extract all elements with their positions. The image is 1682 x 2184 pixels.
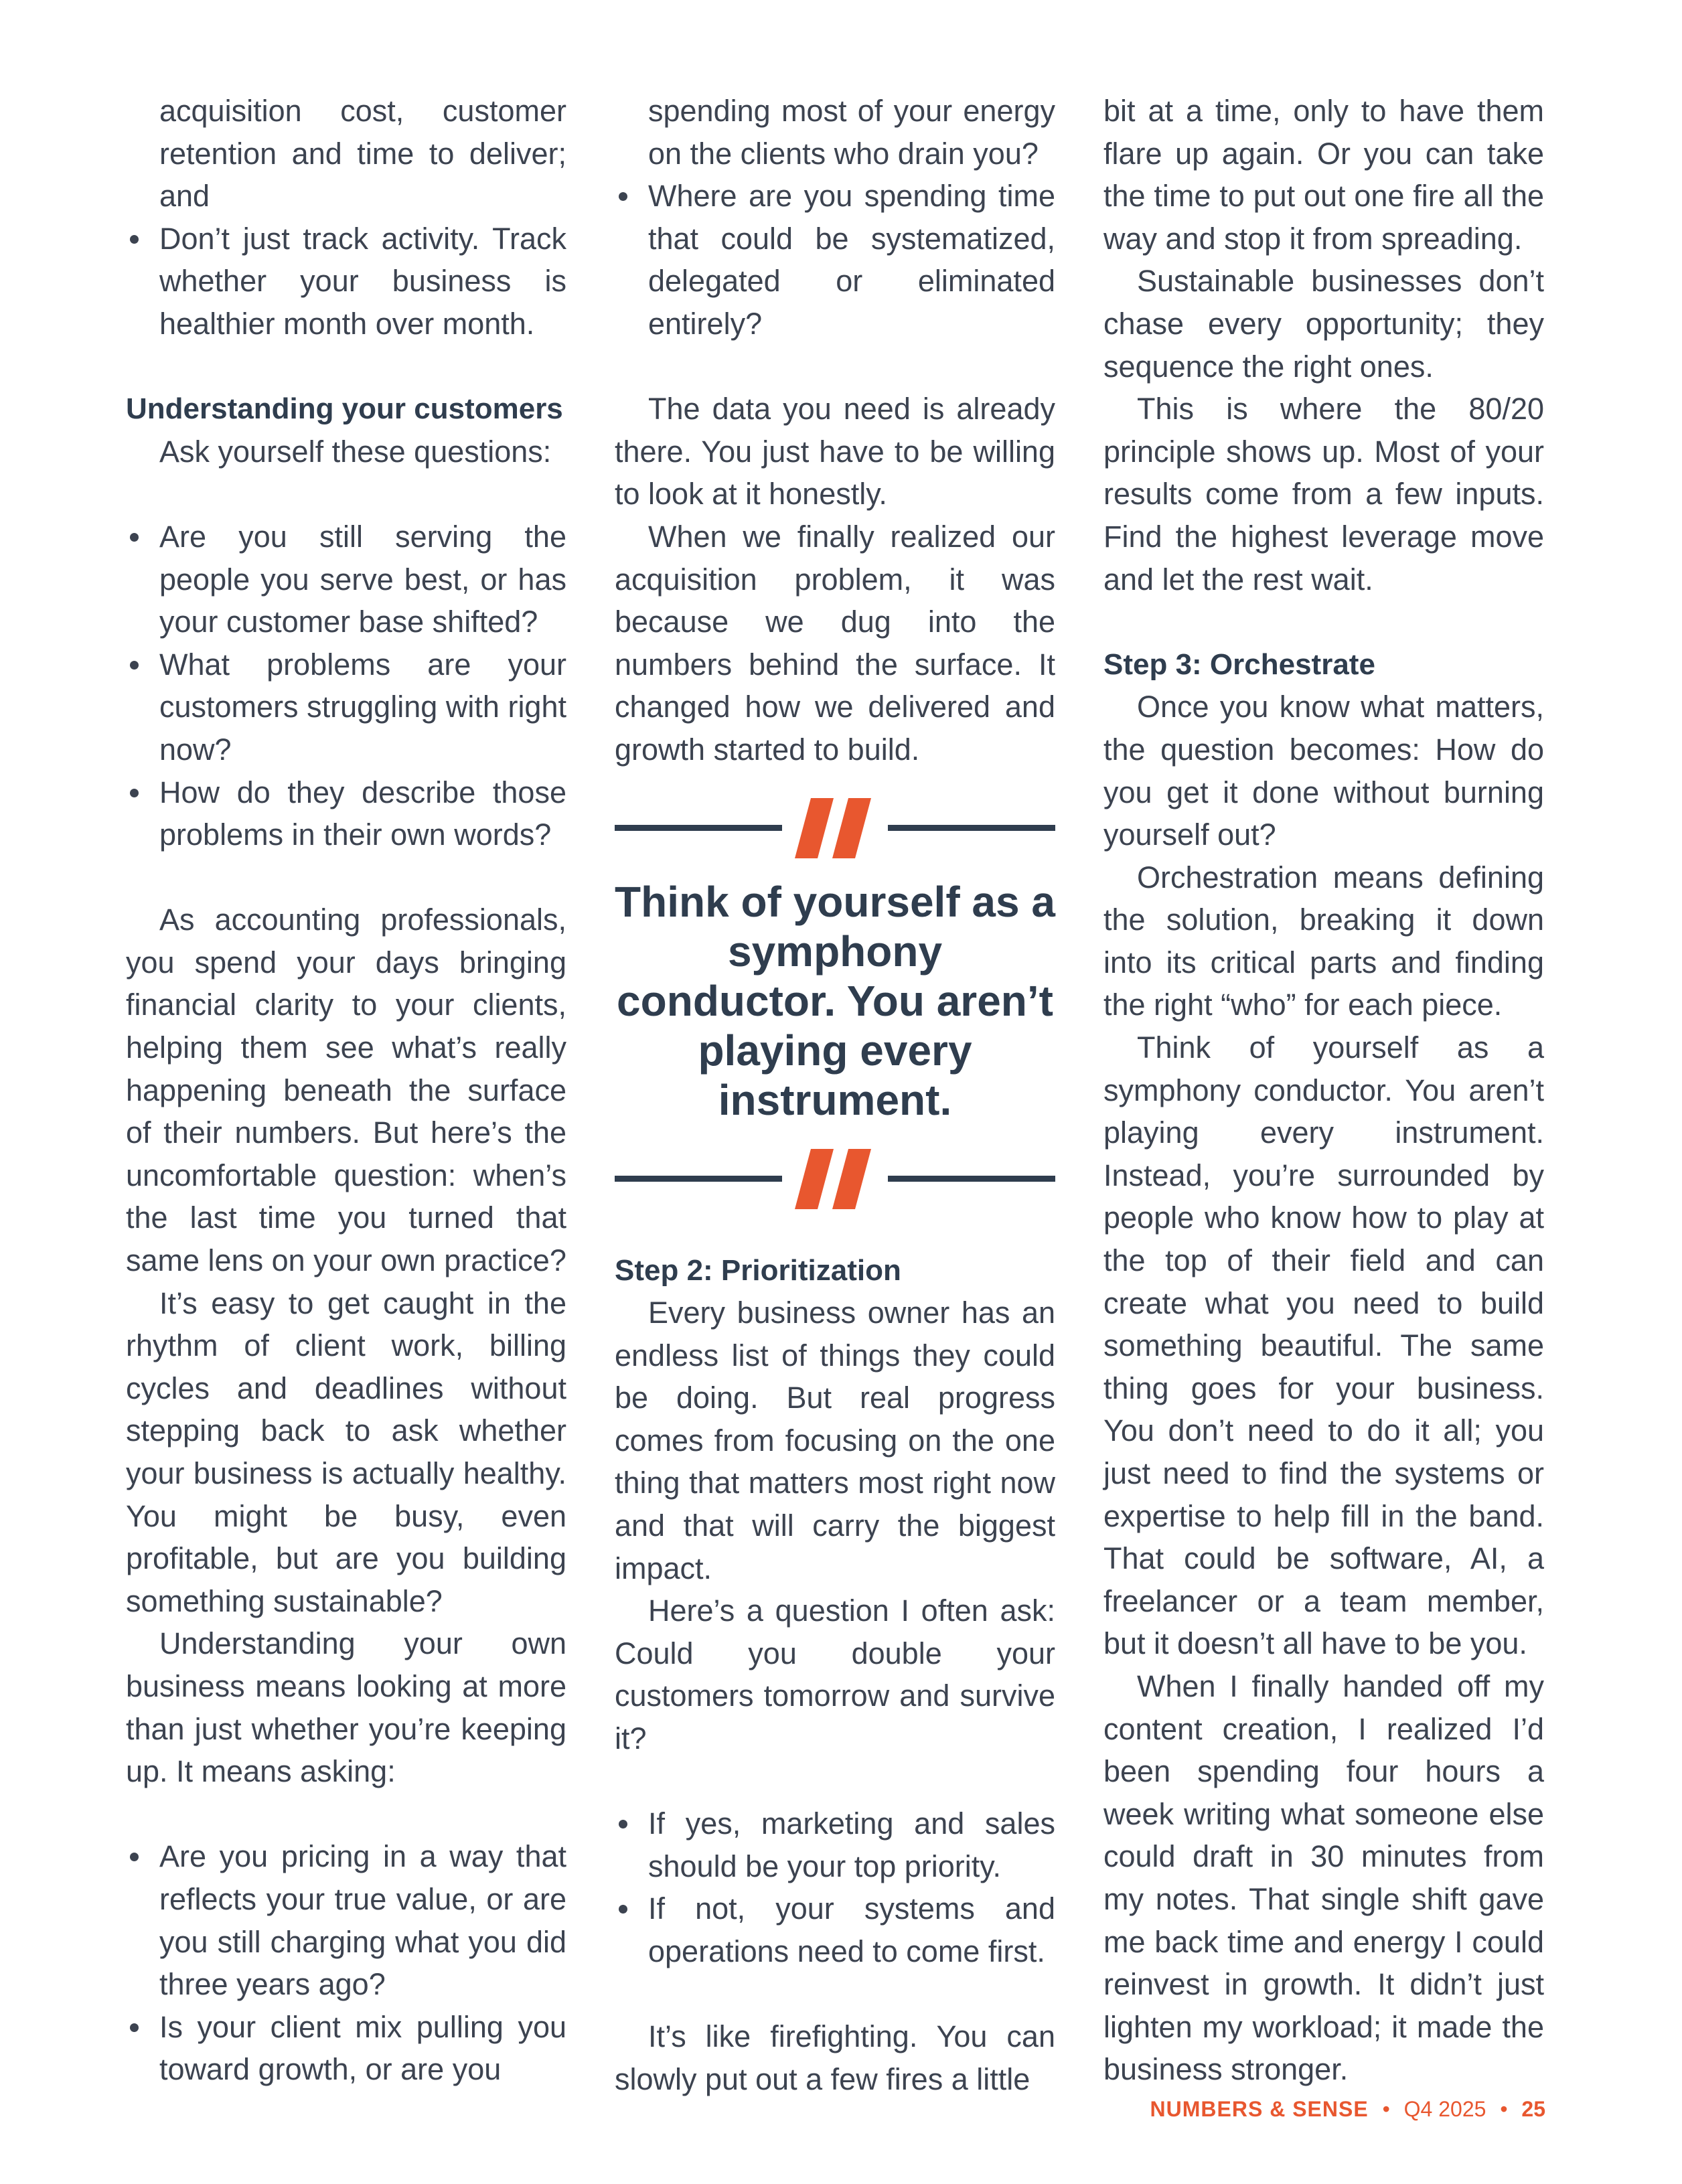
customer-questions-list	[126, 516, 566, 856]
paragraph: When we finally realized our acquisition problem, it was because we dug into the numbers behind the surface. It changed how we delivered and growth started to build.	[615, 519, 1055, 767]
list-item: Where are you spending time that could be systematized, delegated or eliminated entirely?	[615, 175, 1055, 345]
pull-quote-text: Think of yourself as a symphony conductor. You aren’t playing every instrument.	[615, 877, 1055, 1124]
divider	[888, 1176, 1055, 1182]
page-footer	[1150, 2096, 1545, 2122]
pull-quote-top-rule	[615, 798, 1055, 858]
paragraph: It’s like firefighting. You can slowly put out a few fires a little	[615, 2019, 1055, 2096]
section-heading-prioritization: Step 2: Prioritization	[615, 1253, 901, 1287]
paragraph: Here’s a question I often ask: Could you double your customers tomorrow and survive it?	[615, 1593, 1055, 1756]
separator-dot: •	[1500, 2097, 1508, 2121]
continued-fragment: acquisition cost, customer retention and time to deliver; and	[159, 94, 566, 214]
quote-mark-icon	[795, 1149, 875, 1209]
divider	[615, 825, 782, 831]
list-item: If yes, marketing and sales should be your top priority.	[615, 1802, 1055, 1887]
paragraph: Understanding your own business means looking at more than just whether you’re keeping up. It means asking:	[126, 1626, 566, 1789]
separator-dot: •	[1382, 2097, 1390, 2121]
page-number: 25	[1521, 2097, 1545, 2121]
paragraph: This is where the 80/20 principle shows up. Most of your results come from a few inputs. Find the highest leverage move and let the rest wait.	[1103, 392, 1544, 597]
paragraph: As accounting professionals, you spend your days bringing financial clarity to your clients, helping them see what’s really happening beneath the surface of their numbers. But here’s the uncomfortable question: when’s the last time you turned that same lens on your own practice?	[126, 903, 566, 1278]
paragraph: When I finally handed off my content creation, I realized I’d been spending four hours a week writing what someone else could draft in 30 minutes from my notes. That single shift gave me back time and energy I could reinvest in growth. It didn’t just lighten my workload; it made the business stronger.	[1103, 1668, 1544, 2087]
issue-label: Q4 2025	[1403, 2097, 1486, 2121]
list-item: Don’t just track activity. Track whether your business is healthier month over month.	[126, 218, 566, 345]
paragraph: Orchestration means defining the solution, breaking it down into its critical parts and finding the right “who” for each piece.	[1103, 860, 1544, 1022]
list-item: Is your client mix pulling you toward growth, or are you	[126, 2006, 566, 2091]
list-item: Are you pricing in a way that reflects your true value, or are you still charging what you did three years ago?	[126, 1835, 566, 2005]
quote-mark-icon	[795, 798, 875, 858]
list-item: Are you still serving the people you serve best, or has your customer base shifted?	[126, 516, 566, 643]
pull-quote-bottom-rule	[615, 1149, 1055, 1209]
paragraph: The data you need is already there. You just have to be willing to look at it honestly.	[615, 392, 1055, 512]
column-2	[615, 90, 1055, 2100]
paragraph: Ask yourself these questions:	[159, 434, 552, 469]
continued-bullet-list	[615, 90, 1055, 345]
divider	[615, 1176, 782, 1182]
list-item: How do they describe those problems in their own words?	[126, 771, 566, 856]
business-questions-list	[126, 1835, 566, 2091]
paragraph: It’s easy to get caught in the rhythm of client work, billing cycles and deadlines without stepping back to ask whether your business is actually healthy. You might be busy, even profitable, but are you building something sustainable?	[126, 1285, 566, 1618]
column-1	[126, 90, 566, 2091]
pull-quote	[615, 798, 1055, 1209]
continued-fragment: spending most of your energy on the clients who drain you?	[648, 94, 1055, 171]
list-item: What problems are your customers struggling with right now?	[126, 643, 566, 771]
section-heading-understanding-customers: Understanding your customers	[126, 392, 563, 426]
divider	[888, 825, 1055, 831]
paragraph: Every business owner has an endless list of things they could be doing. But real progress comes from focusing on the one thing that matters most right now and that will carry the biggest impact.	[615, 1296, 1055, 1585]
paragraph: bit at a time, only to have them flare up again. Or you can take the time to put out one fire all the way and stop it from spreading.	[1103, 94, 1544, 256]
priority-bullet-list	[615, 1802, 1055, 1972]
list-item: If not, your systems and operations need to come first.	[615, 1887, 1055, 1972]
continued-bullet-list	[126, 90, 566, 345]
publication-name: NUMBERS & SENSE	[1150, 2097, 1369, 2121]
column-3	[1103, 90, 1544, 2091]
section-heading-orchestrate: Step 3: Orchestrate	[1103, 647, 1375, 681]
paragraph: Sustainable businesses don’t chase every opportunity; they sequence the right ones.	[1103, 264, 1544, 384]
paragraph: Once you know what matters, the question becomes: How do you get it done without burning yourself out?	[1103, 690, 1544, 852]
paragraph: Think of yourself as a symphony conductor. You aren’t playing every instrument. Instead, you’re surrounded by people who know how to play at the top of their field and can create what you need to build something beautiful. The same thing goes for your business. You don’t need to do it all; you just need to find the systems or expertise to help fill in the band. That could be software, AI, a freelancer or a team member, but it doesn’t all have to be you.	[1103, 1030, 1544, 1661]
